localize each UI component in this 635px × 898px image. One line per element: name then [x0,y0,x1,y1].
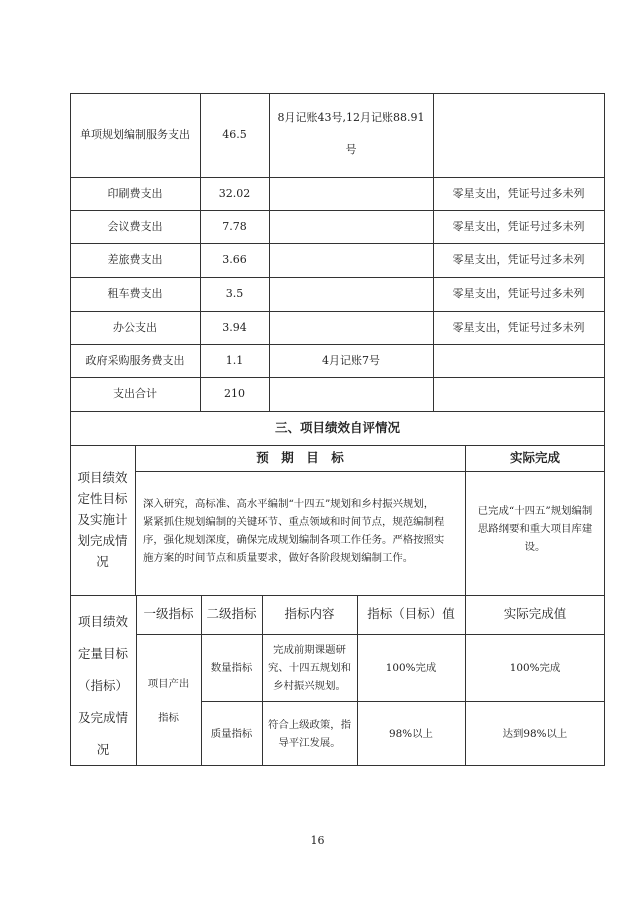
row-line [70,311,605,312]
table-cell-amount: 32.02 [218,187,251,200]
indicator-content: 乡村振兴规划。 [273,680,346,692]
table-border-bottom [70,765,605,766]
header-content: 指标内容 [284,606,335,621]
table-cell-voucher: 4月记账7号 [322,354,380,367]
indicator-content: 究、十四五规划和 [267,662,352,674]
row-line [70,344,605,345]
table-cell-voucher: 号 [345,143,357,156]
actual-completion-text [465,502,605,556]
row-line [70,595,605,596]
header-actual: 实际完成值 [503,606,567,621]
table-cell-item: 印刷费支出 [107,187,163,200]
indicator-actual: 达到98%以上 [502,728,568,740]
text-line: 序，强化规划深度，确保完成规划编制各项工作任务。严格按照实 [143,534,445,546]
table-cell-item: 差旅费支出 [107,253,163,266]
row-line [201,701,605,702]
table-cell-voucher: 8月记账43号,12月记账88.91 [277,111,425,124]
label-line: 定性目标 [77,491,128,506]
table-cell-item: 租车费支出 [107,287,163,300]
row-line [135,471,605,472]
table-border-top [70,93,605,94]
row-line [70,243,605,244]
table-cell-remark: 零星支出，凭证号过多未列 [452,253,585,266]
header-level2: 二级指标 [206,606,257,621]
table-cell-amount: 46.5 [222,128,247,141]
qualitative-label [70,467,135,572]
table-cell-amount: 1.1 [225,354,244,367]
col-line [135,445,136,595]
row-line [70,377,605,378]
table-cell-amount: 3.94 [222,321,247,334]
row-line [70,277,605,278]
table-cell-item: 政府采购服务费支出 [85,354,185,367]
section-title: 三、项目绩效自评情况 [274,420,400,435]
table-cell-item: 支出合计 [113,387,157,400]
text-line: 深入研究，高标准、高水平编制“十四五”规划和乡村振兴规划， [143,498,435,510]
indicator-content: 符合上级政策，指 [267,719,352,731]
label-line: 项目绩效 [77,470,128,485]
page-number: 16 [310,834,325,847]
row-line [70,210,605,211]
table-cell-item: 会议费支出 [107,220,163,233]
text-line: 已完成“十四五”规划编制 [477,505,593,517]
quantitative-label [70,606,136,766]
label-line: 定量目标 [77,646,128,661]
expected-goal-text [143,495,461,567]
row-line [136,634,605,635]
indicator-content: 完成前期课题研 [273,644,346,656]
table-cell-amount: 210 [224,387,245,400]
table-cell-item: 办公支出 [113,321,157,334]
label-line: 划完成情 [77,533,128,548]
text-line: 设。 [524,541,546,553]
label-line: 况 [96,742,110,757]
expected-goal-header: 预 期 目 标 [256,450,344,465]
row-line [70,445,605,446]
label-line: 及实施计 [77,512,128,527]
table-cell-amount: 7.78 [222,220,247,233]
label-line: 及完成情 [77,710,128,725]
level1-value: 指标 [158,712,179,724]
table-cell-remark: 零星支出，凭证号过多未列 [452,287,585,300]
table-cell-amount: 3.5 [225,287,244,300]
row-line [70,177,605,178]
table-cell-item: 单项规划编制服务支出 [80,128,190,141]
table-cell-remark: 零星支出，凭证号过多未列 [452,321,585,334]
indicator-content: 导平江发展。 [278,737,341,749]
level1-value: 项目产出 [147,678,190,690]
label-line: 况 [96,554,109,569]
label-line: （指标） [77,678,128,693]
indicator-level2: 质量指标 [210,728,253,740]
indicator-level2: 数量指标 [210,662,253,674]
indicator-target: 98%以上 [389,728,433,740]
table-cell-remark: 零星支出，凭证号过多未列 [452,220,585,233]
text-line: 施方案的时间节点和质量要求，做好各阶段规划编制工作。 [143,552,414,564]
table-cell-remark: 零星支出，凭证号过多未列 [452,187,585,200]
header-target: 指标（目标）值 [367,606,455,621]
actual-completion-header: 实际完成 [509,450,560,465]
label-line: 项目绩效 [77,614,128,629]
text-line: 思路纲要和重大项目库建 [477,523,593,535]
indicator-target: 100%完成 [385,662,437,674]
text-line: 紧紧抓住规划编制的关键环节、重点领域和时间节点，规范编制程 [143,516,445,528]
indicator-actual: 100%完成 [509,662,561,674]
row-line [70,411,605,412]
header-level1: 一级指标 [143,606,194,621]
table-cell-amount: 3.66 [222,253,247,266]
